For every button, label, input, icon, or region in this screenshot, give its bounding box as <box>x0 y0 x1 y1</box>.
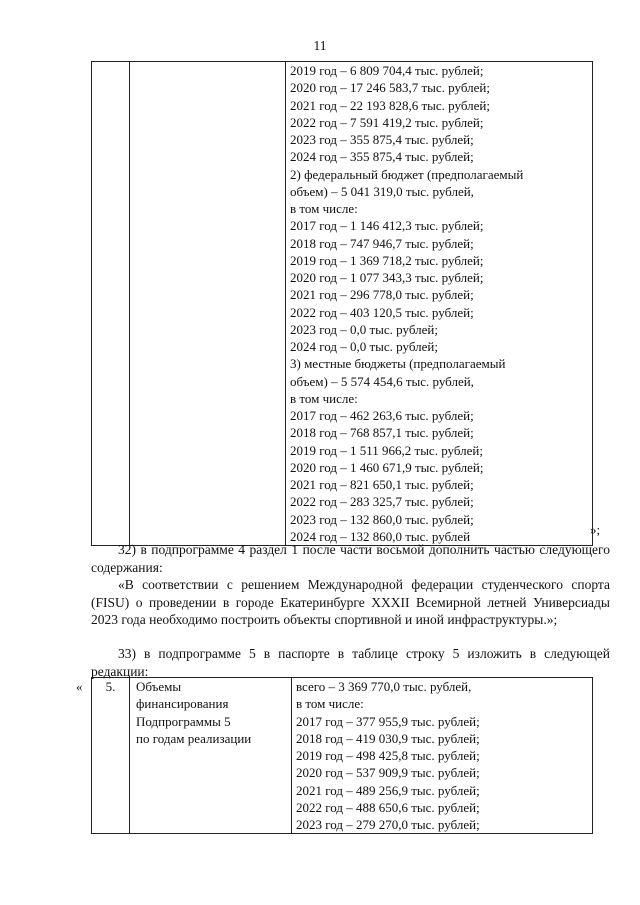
funding-line: всего – 3 369 770,0 тыс. рублей, <box>296 679 472 694</box>
table-row <box>92 678 593 834</box>
funding-line: 2021 год – 489 256,9 тыс. рублей; <box>296 782 480 798</box>
row-label-line: финансирования <box>136 696 229 712</box>
funding-line: 2021 год – 22 193 828,6 тыс. рублей; <box>290 97 490 113</box>
row-value-cell <box>292 678 593 834</box>
inserted-text-paragraph: «В соответствии с решением Международной федерации студенческого спорта (FISU) о проведении в городе Екатеринбурге XXXII Всемирной летней Универсиады 2023 года необходимо построить объекты спортивной и иной инфраструктуры.»; <box>91 577 610 627</box>
funding-line: 2017 год – 377 955,9 тыс. рублей; <box>296 713 480 729</box>
row-number: 5. <box>105 679 116 694</box>
funding-table-continued <box>91 61 593 546</box>
funding-line: 2019 год – 1 511 966,2 тыс. рублей; <box>290 442 483 458</box>
funding-line: 2018 год – 747 946,7 тыс. рублей; <box>290 235 474 251</box>
funding-line: 2018 год – 419 030,9 тыс. рублей; <box>296 730 480 746</box>
amendment-paragraph-32: 32) в подпрограмме 4 раздел 1 после части восьмой дополнить частью следующего содержания: <box>91 542 610 575</box>
funding-line: объем) – 5 574 454,6 тыс. рублей, <box>290 373 474 389</box>
funding-line: 2022 год – 283 325,7 тыс. рублей; <box>290 494 474 510</box>
funding-line: 2023 год – 355 875,4 тыс. рублей; <box>290 132 474 147</box>
funding-line: 2022 год – 7 591 419,2 тыс. рублей; <box>290 114 484 130</box>
funding-line: 2017 год – 462 263,6 тыс. рублей; <box>290 408 474 423</box>
funding-line: 2022 год – 403 120,5 тыс. рублей; <box>290 304 474 320</box>
funding-line: в том числе: <box>296 696 364 712</box>
opening-quote: « <box>76 679 83 694</box>
row-number-cell <box>92 62 130 546</box>
funding-line: 2) федеральный бюджет (предполагаемый <box>290 166 524 182</box>
funding-line: в том числе: <box>290 201 358 216</box>
row-label-line: по годам реализации <box>136 730 252 746</box>
funding-line: 2020 год – 1 077 343,3 тыс. рублей; <box>290 270 484 285</box>
funding-line: 2017 год – 1 146 412,3 тыс. рублей; <box>290 218 484 234</box>
funding-line: 2024 год – 355 875,4 тыс. рублей; <box>290 149 474 165</box>
funding-line: 2022 год – 488 650,6 тыс. рублей; <box>296 799 480 815</box>
row-number-cell <box>92 678 130 834</box>
funding-line: 2018 год – 768 857,1 тыс. рублей; <box>290 425 474 441</box>
funding-line: 2023 год – 132 860,0 тыс. рублей; <box>290 511 474 527</box>
row-value-cell <box>286 62 593 546</box>
funding-line: 2024 год – 0,0 тыс. рублей; <box>290 339 438 354</box>
funding-line: 2020 год – 537 909,9 тыс. рублей; <box>296 765 480 781</box>
funding-line: 2019 год – 1 369 718,2 тыс. рублей; <box>290 252 484 268</box>
page-number: 11 <box>313 38 327 53</box>
funding-line: 2019 год – 498 425,8 тыс. рублей; <box>296 748 480 763</box>
row-label-line: Подпрограммы 5 <box>136 713 231 729</box>
funding-line: 2023 год – 279 270,0 тыс. рублей; <box>296 817 480 832</box>
funding-line: 2020 год – 1 460 671,9 тыс. рублей; <box>290 459 484 475</box>
funding-line: 2021 год – 296 778,0 тыс. рублей; <box>290 287 474 303</box>
funding-line: в том числе: <box>290 390 358 406</box>
funding-line: 2024 год – 132 860,0 тыс. рублей <box>290 528 471 544</box>
funding-line: объем) – 5 041 319,0 тыс. рублей, <box>290 183 474 199</box>
subprogram-5-funding-table <box>91 677 593 834</box>
funding-line: 2023 год – 0,0 тыс. рублей; <box>290 321 438 337</box>
row-label-cell <box>130 62 286 546</box>
funding-line: 2021 год – 821 650,1 тыс. рублей; <box>290 477 474 492</box>
closing-quote: »; <box>590 522 601 537</box>
amendment-paragraph-33: 33) в подпрограмме 5 в паспорте в таблице строку 5 изложить в следующей редакции: <box>91 646 610 679</box>
funding-line: 2020 год – 17 246 583,7 тыс. рублей; <box>290 80 490 96</box>
funding-line: 3) местные бюджеты (предполагаемый <box>290 356 506 372</box>
table-row <box>92 62 593 546</box>
row-label-line: Объемы <box>136 679 182 694</box>
row-label-cell <box>130 678 292 834</box>
funding-line: 2019 год – 6 809 704,4 тыс. рублей; <box>290 63 484 78</box>
